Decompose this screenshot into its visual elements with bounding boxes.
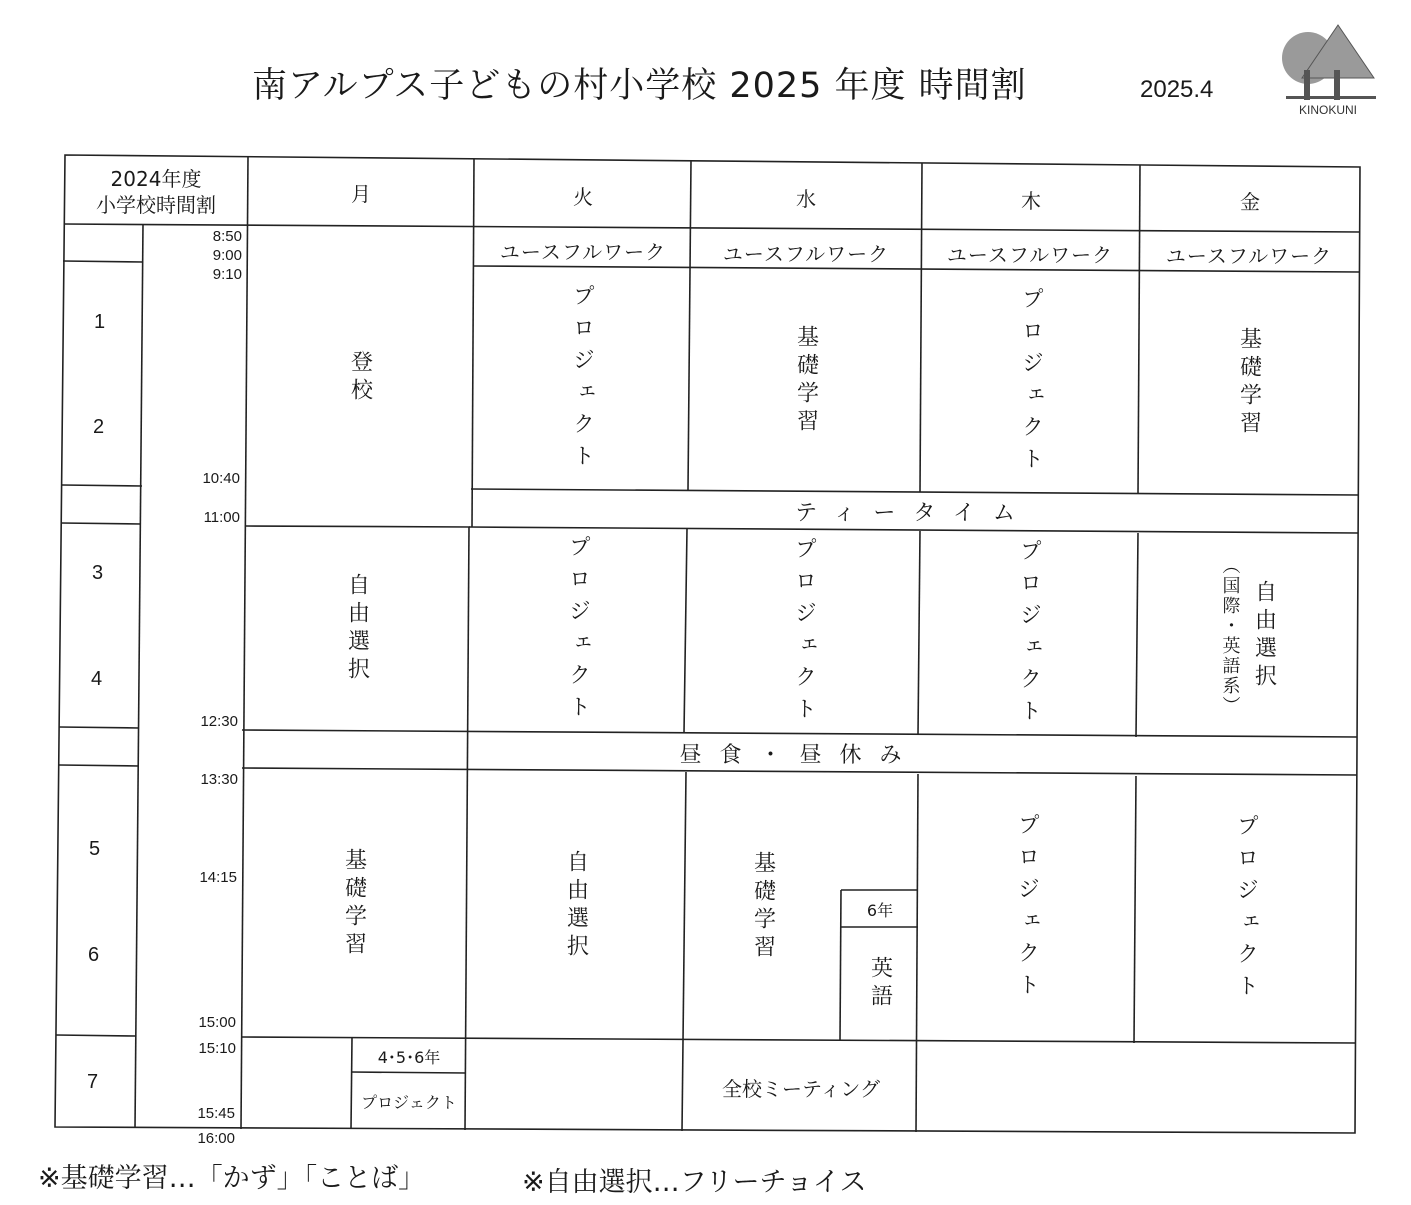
useful-work-fri: ユースフルワーク xyxy=(1165,243,1333,268)
period-1: 1 xyxy=(94,311,106,333)
wed-am1-label: 基礎学習 xyxy=(793,325,819,437)
day-header-fri: 金 xyxy=(1240,189,1260,214)
period-3: 3 xyxy=(92,562,104,584)
time-label: 13:30 xyxy=(200,771,238,788)
page-title: 南アルプス子どもの村小学校 2025 年度 時間割 xyxy=(252,66,1027,106)
mon-jiyu xyxy=(247,528,467,730)
wed-english xyxy=(842,928,918,1040)
fri-pm xyxy=(1138,778,1354,1042)
wed-pm xyxy=(688,774,838,1040)
useful-work-wed: ユースフルワーク xyxy=(722,241,890,266)
tue-am1 xyxy=(476,270,688,490)
wed-pm-label: 基礎学習 xyxy=(750,851,776,963)
period-2: 2 xyxy=(93,416,105,438)
thu-pm-label: プロジェクト xyxy=(1014,813,1040,1005)
fri-pm-label: プロジェクト xyxy=(1233,814,1259,1006)
wed-am1 xyxy=(692,272,920,490)
thu-pm xyxy=(920,776,1134,1042)
time-label: 15:45 xyxy=(197,1105,235,1122)
time-label: 9:00 xyxy=(212,247,242,264)
time-label: 9:10 xyxy=(212,266,242,283)
mon-toko-label: 登校 xyxy=(347,350,373,406)
tue-am1-label: プロジェクト xyxy=(569,284,595,476)
tue-am2 xyxy=(471,530,685,732)
period-7: 7 xyxy=(87,1071,99,1093)
period-5: 5 xyxy=(89,838,101,860)
date-label: 2025.4 xyxy=(1140,76,1214,103)
time-label: 8:50 xyxy=(212,228,242,245)
time-label: 15:10 xyxy=(198,1040,236,1057)
day-header-wed: 水 xyxy=(796,186,816,211)
mon-p7-grade: 4･5･6年 xyxy=(377,1047,441,1067)
period-4: 4 xyxy=(91,668,103,690)
corner-line-2: 小学校時間割 xyxy=(96,193,216,217)
time-label: 10:40 xyxy=(202,470,240,487)
tue-am2-label: プロジェクト xyxy=(565,535,591,727)
thu-am2 xyxy=(922,534,1136,736)
time-label: 15:00 xyxy=(198,1014,236,1031)
day-header-mon: 月 xyxy=(351,181,371,206)
thu-am1 xyxy=(924,274,1138,492)
note-kiso: ※基礎学習…「かず」「ことば」 xyxy=(38,1163,426,1194)
fri-am2-main: 自由選択 xyxy=(1251,580,1277,692)
fri-am2-sub: （国際・英語系） xyxy=(1219,556,1241,716)
fri-am1 xyxy=(1142,274,1356,492)
fri-am1-label: 基礎学習 xyxy=(1236,327,1262,439)
wed-am2-label: プロジェクト xyxy=(791,537,817,729)
time-label: 11:00 xyxy=(203,509,240,526)
tea-time-band: ティータイム xyxy=(795,500,1033,526)
time-label: 14:15 xyxy=(199,869,237,886)
corner-header xyxy=(66,160,246,224)
tue-pm-label: 自由選択 xyxy=(563,850,589,962)
note-jiyu: ※自由選択…フリーチョイス xyxy=(522,1167,867,1198)
useful-work-tue: ユースフルワーク xyxy=(499,239,667,264)
mon-kiso-label: 基礎学習 xyxy=(341,848,367,960)
thu-am2-label: プロジェクト xyxy=(1016,539,1042,731)
wed-am2 xyxy=(689,532,919,734)
mon-kiso xyxy=(244,770,464,1038)
wed-meeting: 全校ミーティング xyxy=(722,1076,880,1101)
day-header-thu: 木 xyxy=(1021,188,1041,213)
day-header-tue: 火 xyxy=(573,184,593,209)
wed-grade6: 6年 xyxy=(866,900,894,920)
svg-text:KINOKUNI: KINOKUNI xyxy=(1298,103,1358,117)
thu-am1-label: プロジェクト xyxy=(1018,287,1044,479)
time-label: 16:00 xyxy=(197,1130,235,1147)
mon-toko xyxy=(250,232,470,526)
time-label: 12:30 xyxy=(200,713,238,730)
mon-p7-project: プロジェクト xyxy=(361,1092,457,1112)
period-6: 6 xyxy=(88,944,100,966)
tue-pm xyxy=(468,772,684,1040)
fri-am2 xyxy=(1140,535,1356,737)
corner-line-1: 2024年度 xyxy=(110,167,202,191)
wed-english-label: 英語 xyxy=(867,956,893,1012)
lunch-band: 昼食・昼休み xyxy=(679,742,920,768)
useful-work-thu: ユースフルワーク xyxy=(946,242,1114,267)
mon-jiyu-label: 自由選択 xyxy=(344,573,370,685)
